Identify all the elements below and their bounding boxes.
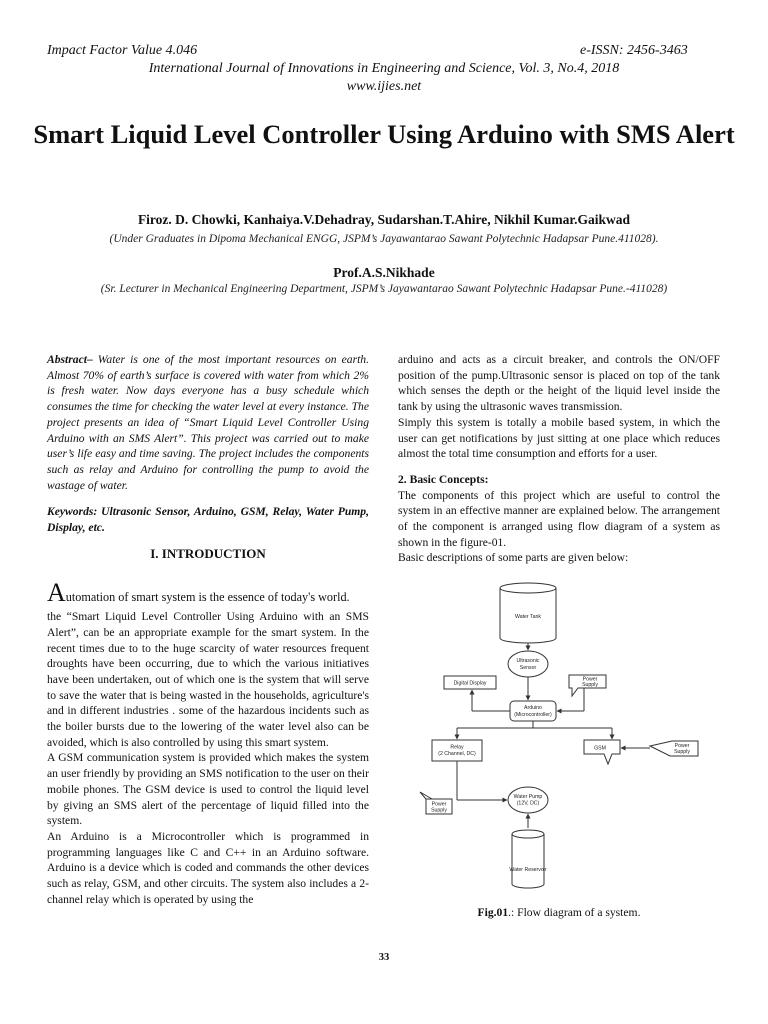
label-power-supply-a-1: Power: [582, 676, 598, 683]
gsm-shape: [584, 740, 620, 764]
flow-diagram: [412, 578, 712, 898]
keywords-text: : Ultrasonic Sensor, Arduino, GSM, Relay, Water Pump, Display, etc.: [47, 505, 369, 535]
figure-caption: [398, 906, 720, 919]
label-power-supply-a-2: Supply: [582, 682, 598, 688]
intro-paragraph-1: [47, 578, 369, 608]
label-power-supply-c-2: Supply: [431, 807, 447, 814]
affiliation-students: (Under Graduates in Dipoma Mechanical ENGG, JSPM’s Jayawantarao Sawant Polytechnic Hadapsar Pune.411028).: [109, 233, 659, 245]
label-power-supply-c-1: Power: [431, 801, 447, 808]
label-relay-2: (2 Channel, DC): [438, 751, 476, 757]
abstract-label: Abstract–: [47, 353, 93, 366]
water-tank-shape: [500, 583, 556, 643]
author-list: Firoz. D. Chowki, Kanhaiya.V.Dehadray, Sudarshan.T.Ahire, Nikhil Kumar.Gaikwad: [137, 212, 631, 227]
label-power-supply-b-1: Power: [674, 743, 690, 749]
ultrasonic-sensor-shape: [508, 651, 548, 677]
section-heading-introduction: I. INTRODUCTION: [150, 545, 266, 561]
section-heading-basic-concepts: 2. Basic Concepts:: [398, 472, 489, 486]
label-water-reservoir: Water Reservoir: [509, 867, 547, 873]
label-pump-1: Water Pump: [513, 794, 543, 800]
label-gsm: GSM: [594, 745, 606, 752]
label-pump-2: (12V, DC): [516, 800, 540, 807]
label-ultrasonic-1: Ultrasonic: [516, 658, 540, 664]
label-power-supply-b-2: Supply: [674, 749, 690, 755]
impact-factor: Impact Factor Value 4.046: [47, 43, 198, 58]
connector-lines: [457, 643, 650, 828]
affiliation-guide: (Sr. Lecturer in Mechanical Engineering Department, JSPM’s Jayawantarao Sawant Polytechnic Hadapsar Pune.-411028): [100, 283, 668, 295]
label-arduino-1: Arduino: [524, 705, 542, 711]
water-reservoir-shape: [512, 830, 544, 888]
label-water-tank: Water Tank: [515, 614, 541, 620]
intro-paragraph-3: An Arduino is a Microcontroller which is programmed in programming languages like C and C++ in an Arduino software. Arduino is a device which is coded and commands the other devices such as relay, GSM, and other circuits. The system also includes a 2-channel relay which is operated by using the: [47, 829, 369, 906]
intro-paragraph-2: A GSM communication system is provided which makes the system an user friendly by providing an SMS notification to the user on their mobile phones. The GSM device is used to control the liquid level by giving an SMS alert of the percentage of liquid filled into the system.: [47, 751, 369, 828]
label-digital-display: Digital Display: [453, 680, 487, 687]
label-relay-1: Relay: [450, 744, 464, 751]
intro-paragraph-1-rest: the “Smart Liquid Level Controller Using Arduino with an SMS Alert”, can be an appropriate example for the smart system. In the recent times due to to the huge scarcity of water resources frequent droughts have been occurring, due to which the various initiatives have been undertaken, out of which one is the system that will serve to save the water that is being wasted in the households, agriculture's and in different industries . some of the hazardous incidents such as the boiler bursts due to the lowering of the water level also can be avoided, which is also controlled by using this smart system.: [47, 610, 369, 749]
abstract-text: Water is one of the most important resources on earth. Almost 70% of earth’s surface is covered with water from which 2% is fresh water. Now days everyone has a busy schedule which consumes the time for checking the water level at every instance. The project presents an idea of “Smart Liquid Level Controller Using Arduino with an SMS Alert”. This project was carried out to make user’s life easy and time saving. The project includes the components such as relay and Arduino for controlling the pump to avoid the wastage of water.: [47, 353, 369, 492]
label-ultrasonic-2: Sensor: [519, 665, 537, 671]
right-column: [398, 352, 720, 566]
intro-first-line: utomation of smart system is the essence of today's world.: [65, 590, 350, 605]
issn: e-ISSN: 2456-3463: [580, 43, 688, 58]
keywords: [47, 504, 369, 535]
right-paragraph-2: Simply this system is totally a mobile based system, in which the user can get notifications by just sitting at one place which reduces almost the total time consumption and efforts for a user.: [398, 415, 720, 461]
page-number: 33: [378, 952, 390, 963]
right-paragraph-4: Basic descriptions of some parts are given below:: [398, 551, 629, 565]
figure-caption-text: .: Flow diagram of a system.: [508, 906, 641, 919]
left-column: [47, 352, 369, 908]
paper-title: Smart Liquid Level Controller Using Arduino with SMS Alert: [33, 119, 735, 149]
journal-name: International Journal of Innovations in Engineering and Science, Vol. 3, No.4, 2018: [148, 61, 620, 76]
journal-website[interactable]: www.ijies.net: [346, 79, 422, 94]
label-arduino-2: (Microcontroller): [514, 712, 552, 718]
figure-caption-label: Fig.01: [477, 906, 509, 919]
abstract: [47, 352, 369, 493]
guide-name: Prof.A.S.Nikhade: [333, 265, 435, 280]
drop-cap: A: [47, 578, 66, 608]
arduino-shape: [510, 701, 556, 721]
right-paragraph-1: arduino and acts as a circuit breaker, and controls the ON/OFF position of the pump.Ultrasonic sensor is placed on top of the tank which senses the depth or the height of the liquid level inside the tank by using the ultrasonic waves transmission.: [398, 353, 720, 414]
keywords-label: Keywords: [47, 505, 94, 519]
right-paragraph-3: The components of this project which are useful to control the system in an effective manner are explained below. The arrangement of the component is arranged using flow diagram of a system as shown in the figure-01.: [398, 488, 720, 549]
